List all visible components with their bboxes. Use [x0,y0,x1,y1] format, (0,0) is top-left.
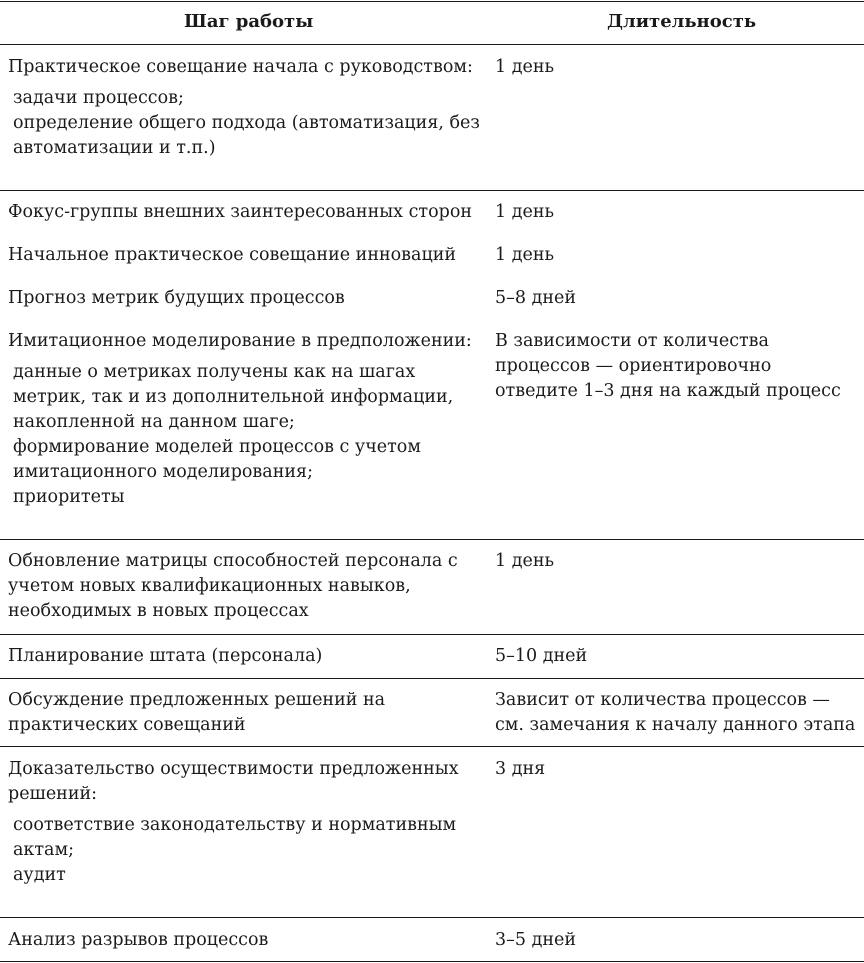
step-subitem: соответствие законодательству и нормативным [13,815,457,835]
step-text: Практическое совещание начала с руководством: [8,57,473,77]
duration-text: 5–8 дней [495,288,577,308]
duration-text: 3 дня [495,759,546,779]
duration-text: 1 день [495,551,555,571]
row-divider [0,678,864,679]
column-header-duration: Длительность [607,11,757,32]
step-text: Анализ разрывов процессов [8,930,269,950]
step-subitem: метрик, так и из дополнительной информации, [13,387,454,407]
step-subitem: актам; [13,840,74,860]
duration-text: 1 день [495,57,555,77]
duration-text: 1 день [495,202,555,222]
step-subitem: накопленной на данном шаге; [13,412,295,432]
duration-text: В зависимости от количества [495,331,769,351]
step-text: Начальное практическое совещание инноваций [8,245,457,265]
step-text: Доказательство осуществимости предложенных [8,759,459,779]
step-subitem: автоматизации и т.п.) [13,138,216,158]
step-subitem: определение общего подхода (автоматизация, без [13,113,480,133]
step-subitem: приоритеты [13,487,125,507]
step-text: Прогноз метрик будущих процессов [8,288,345,308]
header-bottom-rule [0,44,864,45]
step-text: Имитационное моделирование в предположении: [8,331,472,351]
step-subitem: данные о метриках получены как на шагах [13,362,416,382]
duration-text: 5–10 дней [495,646,588,666]
table-top-rule [0,1,864,2]
duration-text: 3–5 дней [495,930,577,950]
duration-text: процессов — ориентировочно [495,356,772,376]
row-divider [0,539,864,540]
step-text: необходимых в новых процессах [8,601,309,621]
duration-text: см. замечания к началу данного этапа [495,715,856,735]
row-divider [0,634,864,635]
step-text: Фокус-группы внешних заинтересованных сторон [8,202,473,222]
duration-text: Зависит от количества процессов — [495,690,830,710]
step-text: решений: [8,784,98,804]
table-bottom-rule [0,961,864,962]
row-divider [0,190,864,191]
row-divider [0,917,864,918]
step-subitem: имитационного моделирования; [13,462,313,482]
duration-text: отведите 1–3 дня на каждый процесс [495,381,841,401]
step-text: Обсуждение предложенных решений на [8,690,386,710]
step-text: учетом новых квалификационных навыков, [8,576,411,596]
step-subitem: аудит [13,865,66,885]
row-divider [0,746,864,747]
step-text: практических совещаний [8,715,246,735]
step-subitem: формирование моделей процессов с учетом [13,437,421,457]
duration-text: 1 день [495,245,555,265]
step-subitem: задачи процессов; [13,88,184,108]
column-header-step: Шаг работы [184,11,314,32]
step-text: Обновление матрицы способностей персонала с [8,551,458,571]
step-text: Планирование штата (персонала) [8,646,323,666]
